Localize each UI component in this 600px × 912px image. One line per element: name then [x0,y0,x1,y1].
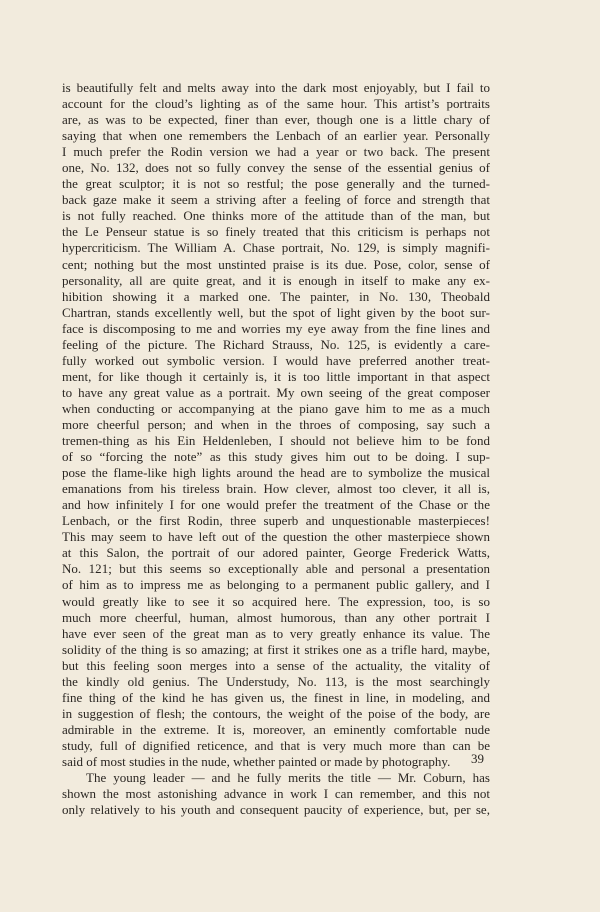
text-line: the great sculptor; it is not so restful; the pose generally and the turned- [62,176,490,192]
text-line: emanations from his tireless brain. How clever, almost too clever, it all is, [62,481,490,497]
body-text [62,80,490,818]
text-line: fine thing of the kind he has given us, the finest in line, in modeling, and [62,689,490,705]
text-line: No. 121; but this seems so exceptionally able and personal a presentation [62,561,490,577]
text-line: Lenbach, or the first Rodin, three superb and unquestionable masterpieces! [62,513,490,529]
text-line: the Le Penseur statue is so finely treated that this criticism is perhaps not [62,224,490,240]
text-line: feeling of the picture. The Richard Strauss, No. 125, is evidently a care- [62,336,490,352]
text-line: hibition showing it a marked one. The painter, in No. 130, Theobald [62,288,490,304]
text-line: fully worked out symbolic version. I would have preferred another treat- [62,352,490,368]
text-line: back gaze make it seem a striving after a feeling of force and strength that [62,192,490,208]
text-line: The young leader — and he fully merits the title — Mr. Coburn, has [86,770,490,786]
text-line: hypercriticism. The William A. Chase portrait, No. 129, is simply magnifi- [62,240,490,256]
text-line: I much prefer the Rodin version we had a year or two back. The present [62,144,490,160]
text-line: saying that when one remembers the Lenbach of an earlier year. Personally [62,128,490,144]
text-line: in suggestion of flesh; the contours, the weight of the poise of the body, are [62,705,490,721]
text-line: solidity of the thing is so amazing; at first it strikes one as a trifle hard, maybe, [62,641,490,657]
text-line: when conducting or accompanying at the piano gave him to me as a much [62,400,490,416]
text-line: is not fully reached. One thinks more of the attitude than of the man, but [62,208,490,224]
text-line: admirable in the extreme. It is, moreover, an eminently comfortable nude [62,721,490,737]
text-line: at this Salon, the portrait of our adored painter, George Frederick Watts, [62,545,490,561]
text-line: personality, all are quite great, and it is enough in itself to make any ex- [62,272,490,288]
text-line: ment, for like though it certainly is, it is too little important in that aspect [62,368,490,384]
text-line: face is discomposing to me and worries my eye away from the fine lines and [62,320,490,336]
text-line: one, No. 132, does not so fully convey the sense of the essential genius of [62,160,490,176]
text-line: have ever seen of the great man as to very greatly enhance its value. The [62,625,490,641]
text-line: This may seem to have left out of the question the other masterpiece shown [62,529,490,545]
text-line: pose the flame-like high lights around the head are to symbolize the musical [62,465,490,481]
text-line: more cheerful person; and when in the throes of composing, say such a [62,416,490,432]
text-line: is beautifully felt and melts away into the dark most enjoyably, but I fail to [62,80,490,95]
text-line: only relatively to his youth and consequent paucity of experience, but, per se, [62,802,490,818]
text-line: much more cheerful, human, almost humorous, than any other portrait I [62,609,490,625]
text-line: account for the cloud’s lighting as of the same hour. This artist’s portraits [62,96,490,112]
text-line: of him as to impress me as belonging to a permanent public gallery, and I [62,577,490,593]
text-line: but this feeling soon merges into a sense of the actuality, the vitality of [62,657,490,673]
text-line: to have any great value as a portrait. My own seeing of the great composer [62,384,490,400]
text-line: of so “forcing the note” as this study gives him out to be doing. I sup- [62,449,490,465]
page-number: 39 [471,751,484,766]
text-line: shown the most astonishing advance in work I can remember, and this not [62,786,490,802]
text-line: cent; nothing but the most unstinted praise is its due. Pose, color, sense of [62,256,490,272]
text-line: the kindly old genius. The Understudy, No. 113, is the most searchingly [62,673,490,689]
text-line: Chartran, stands excellently well, but the spot of light given by the boot sur- [62,304,490,320]
text-line: would greatly like to see it so acquired here. The expression, too, is so [62,593,490,609]
text-line: are, as was to be expected, finer than ever, though one is a little chary of [62,112,490,128]
text-line: tremen-thing as his Ein Heldenleben, I should not believe him to be fond [62,433,490,449]
text-line: said of most studies in the nude, whether painted or made by photography. [62,753,451,769]
text-line: and how infinitely I for one would prefer the treatment of the Chase or the [62,497,490,513]
text-line: study, full of dignified reticence, and that is very much more than can be [62,737,490,753]
